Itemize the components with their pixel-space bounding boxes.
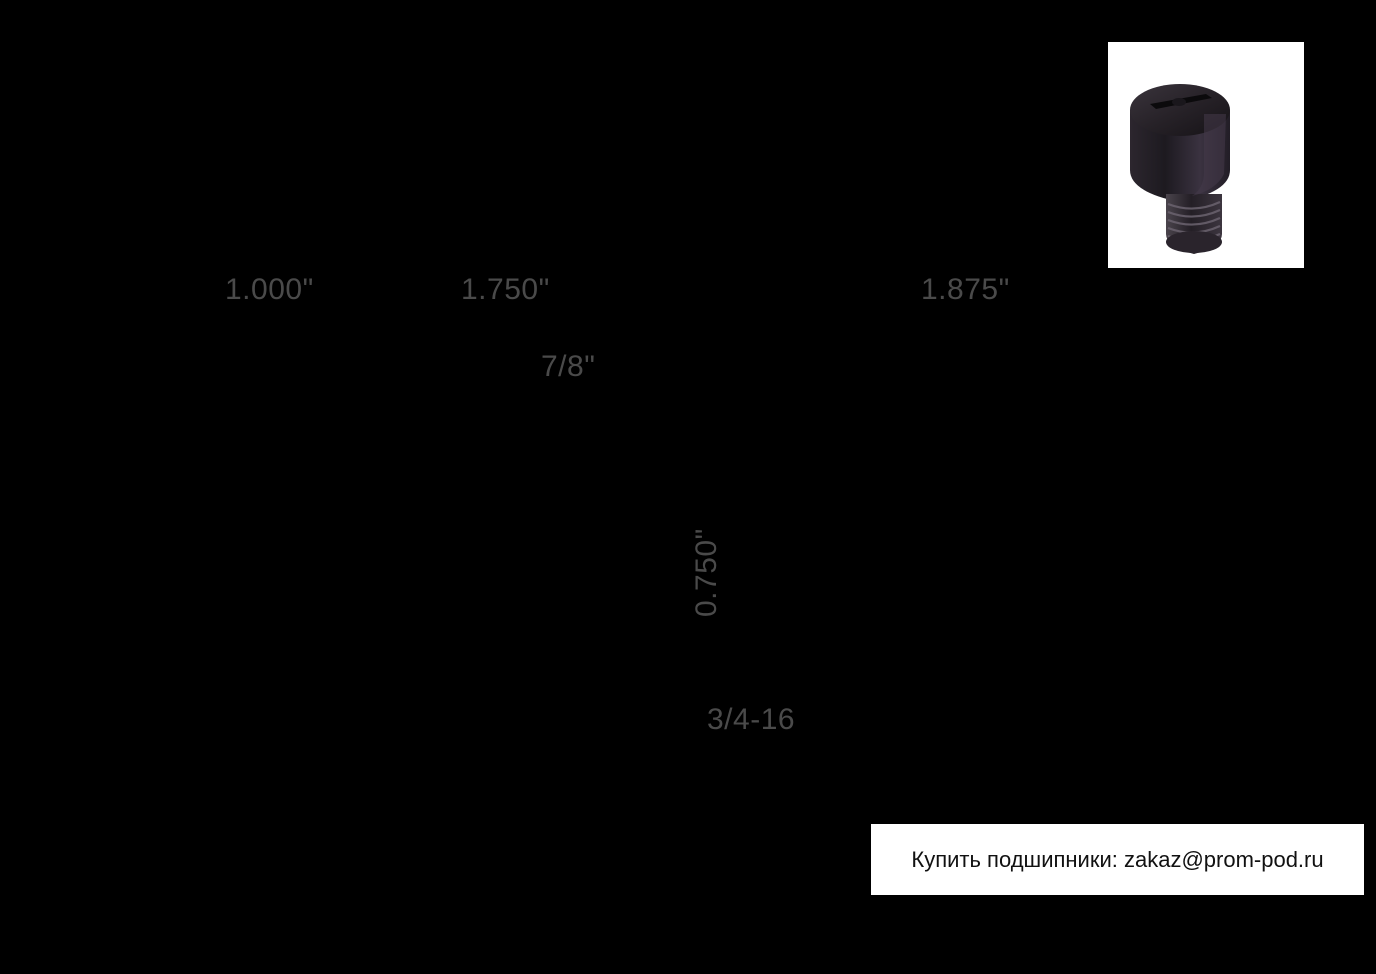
dimension-label-roller-diameter: 1.875" [921,273,1010,306]
dimension-label-thread-spec: 3/4-16 [707,703,796,736]
product-photo [1108,42,1304,268]
cam-follower-bearing-icon [1108,42,1304,268]
dimension-label-overall-b: 1.750" [461,273,550,306]
dimension-label-stud-diameter: 0.750" [690,528,723,617]
watermark-contact-text: Купить подшипники: zakaz@prom-pod.ru [911,846,1324,872]
dimension-label-hex-width: 7/8" [541,350,596,383]
dimension-label-overall-a: 1.000" [225,273,314,306]
watermark-contact-box [871,824,1364,895]
